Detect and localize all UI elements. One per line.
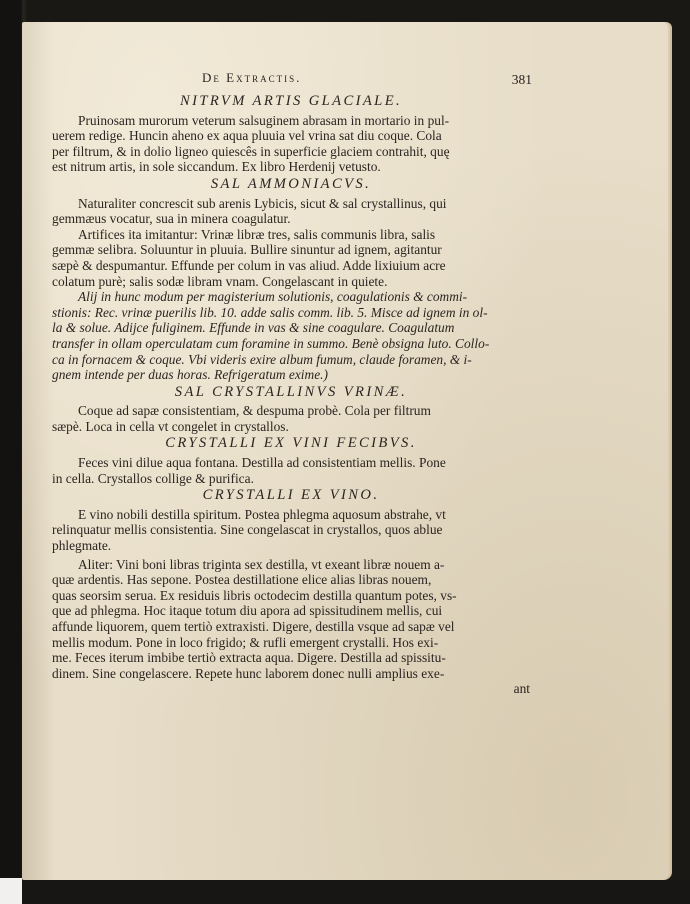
text-line: Alij in hunc modum per magisterium solutionis, coagulationis & commi- (78, 289, 468, 305)
running-head: De Extractis. (202, 70, 302, 85)
text-line: me. Feces iterum imbibe tertiò extracta aqua. Digere. Destilla ad spissitu- (52, 650, 446, 666)
section-title: SAL AMMONIACVS. (210, 175, 372, 192)
text-line: E vino nobili destilla spiritum. Postea phlegma aquosum abstrahe, vt (78, 506, 446, 522)
text-line: transfer in ollam operculatam cum foramine in summo. Benè obsigna luto. Collo- (52, 335, 490, 351)
text-line: Artifices ita imitantur: Vrinæ libræ tres, salis communis libra, salis (78, 226, 436, 242)
text-line: Aliter: Vini boni libras triginta sex destilla, vt exeant libræ nouem a- (78, 556, 445, 572)
running-header (52, 70, 530, 92)
page-number: 381 (511, 72, 532, 87)
text-line: phlegmate. (52, 538, 112, 554)
text-line: relinquatur mellis consistentia. Sine congelascat in crystallos, quos ablue (52, 522, 443, 538)
text-line: colatum purè; salis sodæ libram vnam. Congelascant in quiete. (52, 273, 388, 289)
text-line: stionis: Rec. vrinæ puerilis lib. 10. adde salis comm. lib. 5. Misce ad ignem in ol- (52, 304, 488, 320)
text-line: quas seorsim serua. Ex residuis libris octodecim destilla quantum potes, vs- (52, 587, 457, 603)
text-line: ca in fornacem & coque. Vbi videris exire album fumum, claude foramen, & i- (52, 351, 472, 367)
paragraph (52, 403, 530, 434)
text-line: est nitrum artis, in sole siccandum. Ex libro Herdenij vetusto. (52, 159, 381, 175)
paragraph (52, 455, 530, 486)
text-line: sæpè. Loca in cella vt congelet in crystallos. (52, 418, 289, 434)
section-title: CRYSTALLI EX VINI FECIBVS. (165, 435, 417, 452)
text-line: sæpè & despumantur. Effunde per colum in vas aliud. Adde lixiuium acre (52, 257, 446, 273)
text-line: in cella. Crystallos collige & purifica. (52, 470, 254, 486)
scan-corner (0, 878, 22, 904)
book-page (22, 22, 668, 880)
text-line: mellis modum. Pone in loco frigido; & rufli emergent crystalli. Hos exi- (52, 634, 439, 650)
section-title: NITRVM ARTIS GLACIALE. (179, 93, 403, 109)
paragraph (52, 196, 530, 227)
text-line: Feces vini dilue aqua fontana. Destilla ad consistentiam mellis. Pone (78, 455, 446, 471)
paragraph (52, 227, 530, 289)
text-line: dinem. Sine congelascere. Repete hunc laborem donec nulli amplius exe- (52, 665, 445, 681)
page-text (52, 70, 530, 697)
text-line: uerem redige. Huncin aheno ex aqua pluuia vel vrina sat diu coque. Cola (52, 128, 442, 144)
text-line: quæ ardentis. Has sepone. Postea destillatione elice alias libras nouem, (52, 572, 432, 588)
text-line: Pruinosam murorum veterum salsuginem abrasam in mortario in pul- (78, 112, 450, 128)
paragraph-italic (52, 289, 530, 383)
paragraph (52, 507, 530, 554)
scan-shadow (22, 880, 690, 904)
section-title: SAL CRYSTALLINVS VRINÆ. (174, 383, 408, 400)
section-crystalli-fecibus (52, 436, 530, 486)
text-line: gnem intende per duas horas. Refrigeratum exime.) (52, 367, 328, 383)
scan-bottom-edge (0, 880, 690, 904)
paragraph (52, 113, 530, 175)
text-line: que ad phlegma. Hoc itaque totum diu apora ad spissitudinem mellis, cui (52, 603, 443, 619)
section-crystalli-vino (52, 488, 530, 681)
section-sal-ammoniacus (52, 177, 530, 383)
section-nitrum (52, 94, 530, 175)
text-line: affunde liquorem, quem tertiò extraxisti. Digere, destilla vsque ad sapæ vel (52, 619, 455, 634)
section-sal-crystallinus (52, 385, 530, 435)
text-line: per filtrum, & in dolio ligneo quiescês in superficie glaciem contrahit, quę (52, 143, 450, 159)
text-line: la & solue. Adijce fuliginem. Effunde in vas & sine coagulare. Coagulatum (52, 320, 455, 336)
catchword: ant (513, 681, 530, 697)
text-line: gemmæus vocatur, sua in minera coagulatur. (52, 211, 291, 227)
section-title: CRYSTALLI EX VINO. (202, 487, 380, 504)
text-line: gemmæ selibra. Soluuntur in pluuia. Bullire sinuntur ad ignem, agitantur (52, 242, 442, 258)
paragraph (52, 557, 530, 682)
text-line: Naturaliter concrescit sub arenis Lybicis, sicut & sal crystallinus, qui (78, 195, 447, 211)
text-line: Coque ad sapæ consistentiam, & despuma probè. Cola per filtrum (78, 403, 431, 419)
